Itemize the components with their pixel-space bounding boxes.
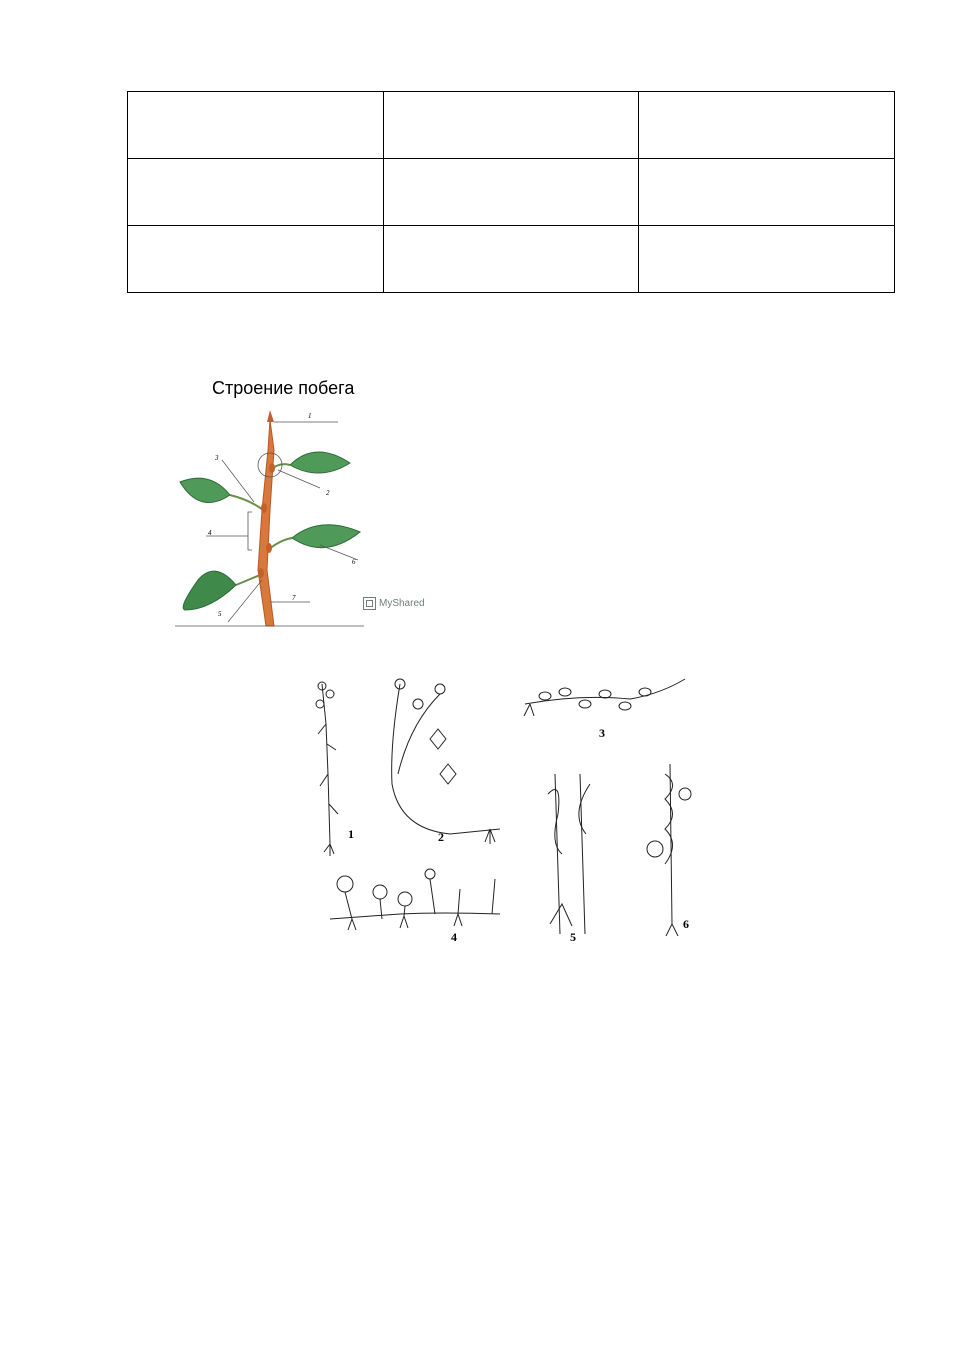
table-row: [128, 92, 895, 159]
shoot-structure-figure: [170, 370, 430, 632]
stem-type-label-5: 5: [570, 930, 576, 944]
shoot-label-5: 5: [218, 610, 222, 618]
empty-answer-table: [127, 91, 895, 293]
stem-type-label-6: 6: [683, 917, 689, 931]
table-cell: [128, 159, 384, 226]
stem: [258, 420, 274, 626]
watermark: [363, 597, 425, 610]
apical-bud: [267, 410, 274, 422]
plant-upright: [316, 682, 338, 856]
figure-title: Строение побега: [212, 378, 355, 398]
stem-type-label-1: 1: [348, 827, 354, 841]
shoot-illustration: [170, 370, 430, 632]
leaf: [292, 525, 360, 548]
leaf: [183, 571, 236, 610]
stem-type-label-4: 4: [451, 930, 457, 944]
plant-creeping: [524, 679, 685, 716]
plant-twining: [647, 764, 691, 936]
table-cell: [383, 92, 639, 159]
table-cell: [639, 226, 895, 293]
shoot-label-2: 2: [326, 489, 330, 497]
plant-ascending: [392, 679, 500, 844]
table-cell: [639, 159, 895, 226]
plant-stolons: [330, 869, 500, 930]
stem-type-label-3: 3: [599, 726, 605, 740]
shoot-label-1: 1: [308, 412, 312, 420]
myshared-logo-icon: [363, 597, 376, 610]
shoot-label-7: 7: [292, 594, 296, 602]
shoot-label-6: 6: [352, 558, 356, 566]
leaf: [290, 452, 350, 473]
leaf: [180, 478, 230, 502]
watermark-text: MyShared: [379, 598, 425, 609]
shoot-label-3: 3: [215, 454, 219, 462]
table-row: [128, 159, 895, 226]
stem-types-illustration: [300, 664, 700, 949]
stem-type-label-2: 2: [438, 830, 444, 844]
table-row: [128, 226, 895, 293]
stem-types-figure: [300, 664, 700, 949]
plant-climbing: [548, 774, 590, 934]
shoot-label-4: 4: [208, 529, 212, 537]
table-cell: [383, 226, 639, 293]
table-cell: [639, 92, 895, 159]
table-cell: [383, 159, 639, 226]
table-cell: [128, 226, 384, 293]
table-cell: [128, 92, 384, 159]
